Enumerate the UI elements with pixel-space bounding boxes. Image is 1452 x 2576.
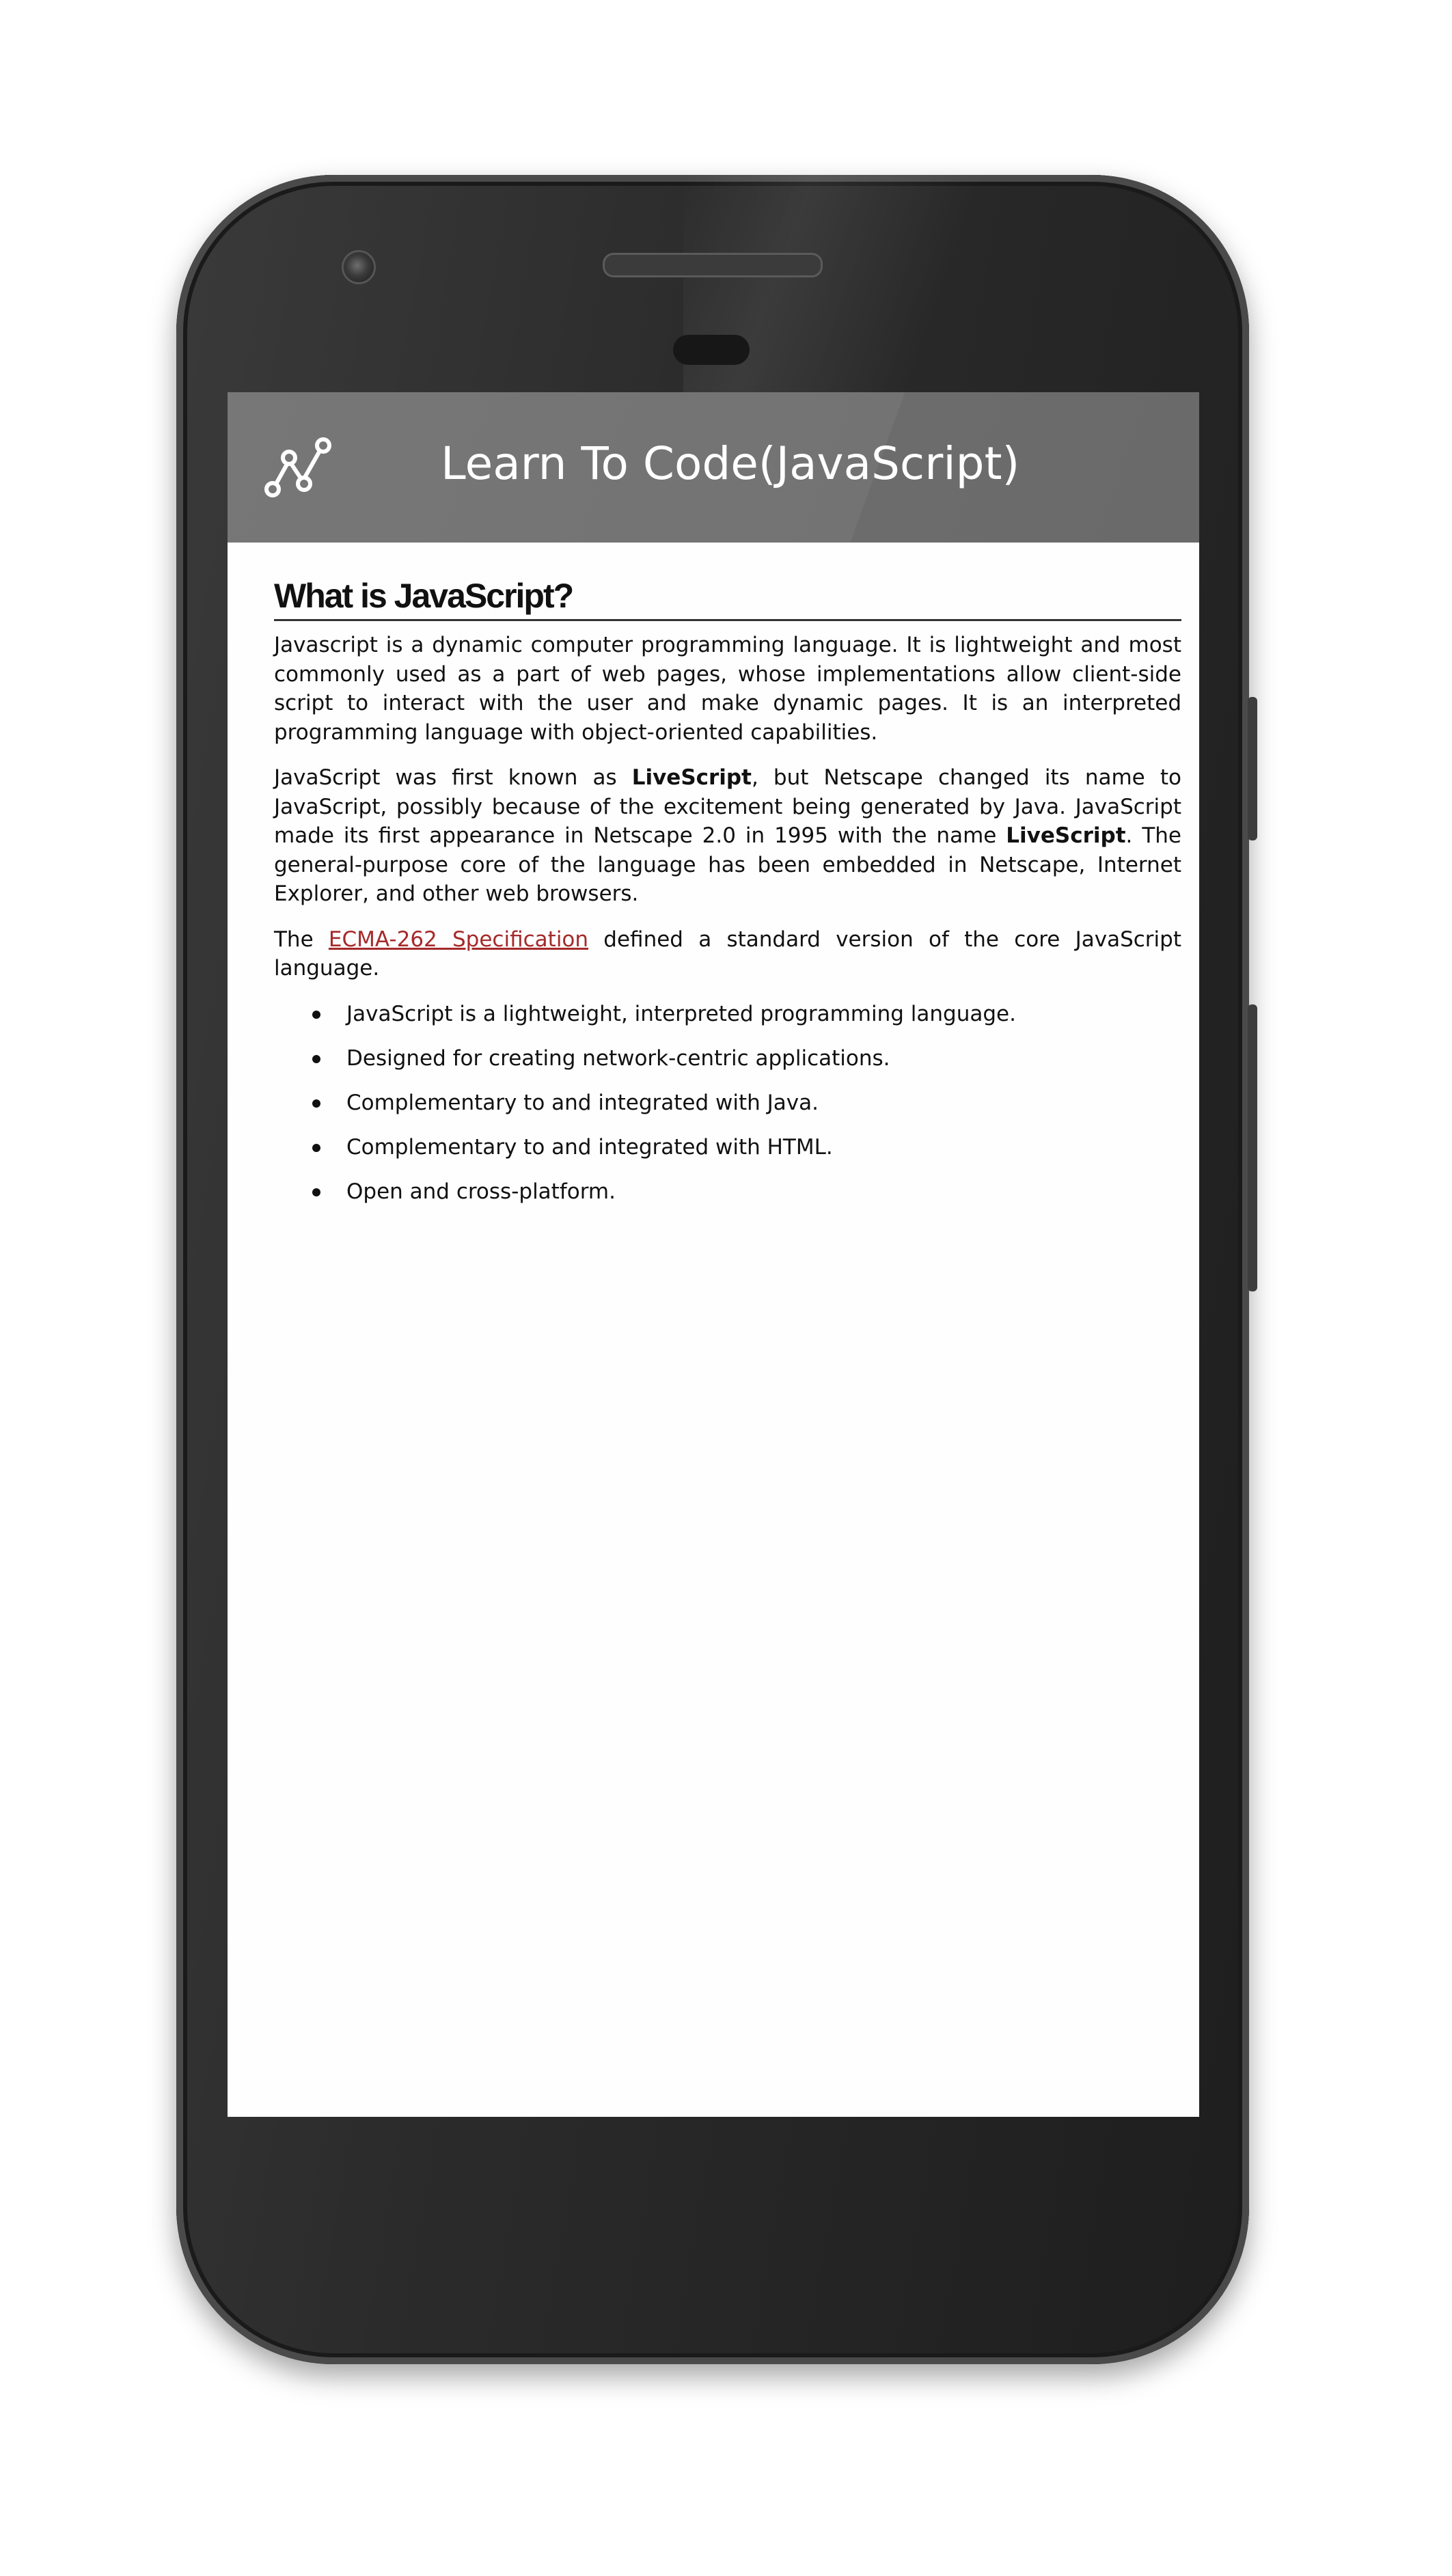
volume-button — [1248, 1004, 1257, 1291]
list-item — [308, 1000, 1181, 1028]
list-item-text: Open and cross-platform. — [346, 1179, 616, 1204]
bullet-icon — [312, 1055, 320, 1063]
bullet-icon — [312, 1011, 320, 1019]
front-camera — [342, 250, 376, 284]
list-item — [308, 1177, 1181, 1206]
history-text-1: JavaScript was first known as — [274, 765, 632, 790]
paragraph-intro: Javascript is a dynamic computer programming language. It is lightweight and most commonly used as a part of web pages, whose implementations allow client-side script to interact with the user and make dynamic pages. It is an interpreted programming language with object-oriented capabilities. — [274, 633, 1181, 745]
list-item — [308, 1133, 1181, 1162]
list-item-text: Complementary to and integrated with Java. — [346, 1090, 819, 1115]
paragraph-history — [274, 763, 1181, 909]
bullet-icon — [312, 1188, 320, 1196]
feature-list — [274, 1000, 1181, 1206]
list-item — [308, 1088, 1181, 1117]
livescript-bold-1: LiveScript — [631, 765, 752, 790]
history-text-2: , but Netscape changed its name to JavaScript, possibly because of the excitement being generated by Java. JavaScript made its first appearance in Netscape 2.0 in 1995 with the name — [274, 765, 1181, 848]
list-item-text: Designed for creating network-centric applications. — [346, 1045, 890, 1071]
livescript-bold-2: LiveScript — [1006, 823, 1126, 848]
article-content — [274, 574, 1181, 1222]
app-bar — [228, 392, 1199, 543]
screen — [228, 392, 1199, 2117]
graph-nodes-icon[interactable] — [260, 430, 335, 506]
paragraph-ecma — [274, 925, 1181, 983]
article-heading: What is JavaScript? — [274, 574, 1181, 621]
list-item-text: Complementary to and integrated with HTML. — [346, 1134, 833, 1160]
history-text-3: . The general-purpose core of the language has been embedded in Netscape, Internet Explorer, and other web browsers. — [274, 823, 1181, 906]
list-item — [308, 1044, 1181, 1073]
power-button — [1248, 697, 1257, 840]
proximity-sensor — [673, 335, 750, 365]
ecma-spec-link[interactable]: ECMA-262 Specification — [328, 927, 589, 952]
ecma-text-2: defined a standard version of the core JavaScript language. — [274, 927, 1181, 981]
bullet-icon — [312, 1144, 320, 1152]
list-item-text: JavaScript is a lightweight, interpreted programming language. — [346, 1001, 1016, 1026]
ecma-text-1: The — [274, 927, 329, 952]
earpiece-speaker — [603, 253, 823, 277]
app-title: Learn To Code(JavaScript) — [441, 437, 1020, 490]
bullet-icon — [312, 1099, 320, 1108]
